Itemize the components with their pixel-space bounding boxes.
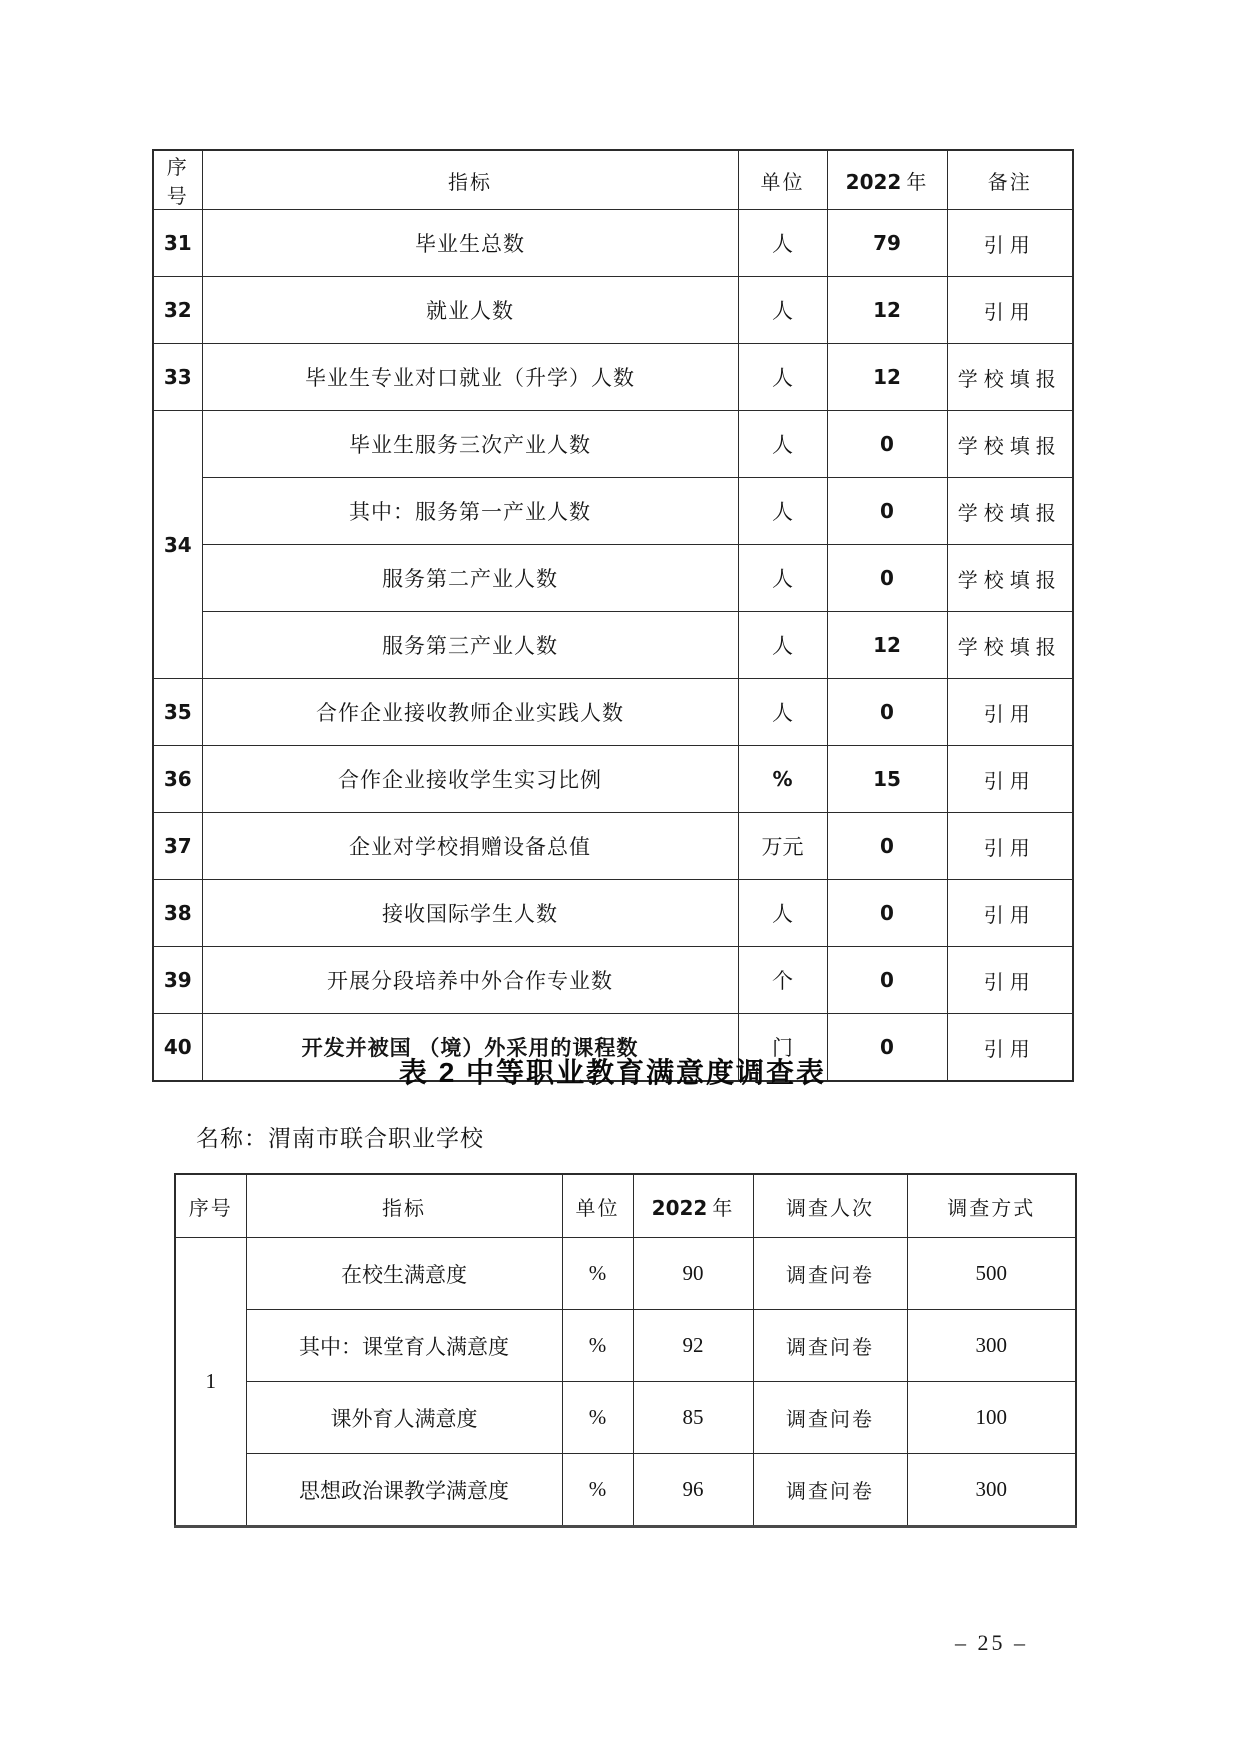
cell-note: 学校填报: [947, 411, 1073, 478]
table-row: [153, 344, 1073, 411]
cell-unit: 万元: [738, 813, 827, 880]
table-row: [153, 612, 1073, 679]
table-row: [175, 1310, 1076, 1382]
cell-survey-method: 500: [907, 1238, 1076, 1310]
cell-note: 学校填报: [947, 612, 1073, 679]
header-year-suffix: 年: [712, 1197, 735, 1220]
cell-note: 引用: [947, 813, 1073, 880]
cell-value: 0: [827, 813, 947, 880]
cell-indicator: 毕业生服务三次产业人数: [202, 411, 738, 478]
cell-indicator: 企业对学校捐赠设备总值: [202, 813, 738, 880]
table-row: [153, 210, 1073, 277]
cell-indicator: 服务第三产业人数: [202, 612, 738, 679]
cell-note: 引用: [947, 880, 1073, 947]
cell-unit: 人: [738, 344, 827, 411]
header-indicator: 指标: [246, 1174, 562, 1238]
cell-unit: 个: [738, 947, 827, 1014]
cell-value: 0: [827, 411, 947, 478]
header-year-number: 2022: [651, 1195, 708, 1220]
table-row: [153, 545, 1073, 612]
cell-value: 79: [827, 210, 947, 277]
table-row: [153, 277, 1073, 344]
header-year-number: 2022: [845, 169, 902, 194]
header-survey-count: 调查人次: [753, 1174, 907, 1238]
cell-indicator: 思想政治课教学满意度: [246, 1454, 562, 1527]
header-note: 备注: [947, 150, 1073, 210]
header-year: [827, 150, 947, 210]
cell-indicator: 毕业生总数: [202, 210, 738, 277]
cell-value: 96: [633, 1454, 753, 1527]
cell-note: 引用: [947, 210, 1073, 277]
cell-indicator: 毕业生专业对口就业（升学）人数: [202, 344, 738, 411]
cell-note: 学校填报: [947, 545, 1073, 612]
cell-value: 12: [827, 277, 947, 344]
cell-no: 36: [153, 746, 202, 813]
header-unit: 单位: [562, 1174, 633, 1238]
cell-no-group-1: 1: [175, 1238, 246, 1527]
cell-unit: %: [562, 1310, 633, 1382]
cell-unit: 人: [738, 210, 827, 277]
cell-value: 0: [827, 947, 947, 1014]
cell-note: 引用: [947, 947, 1073, 1014]
cell-value: 0: [827, 679, 947, 746]
cell-note: 学校填报: [947, 344, 1073, 411]
cell-survey-count: 调查问卷: [753, 1454, 907, 1527]
table-row: [153, 947, 1073, 1014]
cell-indicator: 就业人数: [202, 277, 738, 344]
table-header-row: [153, 150, 1073, 210]
header-survey-method: 调查方式: [907, 1174, 1076, 1238]
cell-indicator: 开展分段培养中外合作专业数: [202, 947, 738, 1014]
cell-survey-method: 300: [907, 1454, 1076, 1527]
table2-title: 表 2 中等职业教育满意度调查表: [398, 1057, 827, 1088]
cell-value: 92: [633, 1310, 753, 1382]
cell-unit: 人: [738, 612, 827, 679]
cell-survey-count: 调查问卷: [753, 1238, 907, 1310]
cell-indicator: 其中：课堂育人满意度: [246, 1310, 562, 1382]
cell-indicator: 开发并被国 （境）外采用的课程数: [202, 1014, 738, 1082]
cell-survey-method: 300: [907, 1310, 1076, 1382]
table-row: [153, 746, 1073, 813]
cell-no: 38: [153, 880, 202, 947]
cell-value: 0: [827, 478, 947, 545]
cell-indicator: 在校生满意度: [246, 1238, 562, 1310]
header-indicator: 指标: [202, 150, 738, 210]
cell-no: 32: [153, 277, 202, 344]
table-row: [175, 1382, 1076, 1454]
header-no: 序号: [153, 150, 202, 210]
cell-no: 37: [153, 813, 202, 880]
satisfaction-table: [174, 1173, 1077, 1528]
cell-unit: %: [738, 746, 827, 813]
cell-no: 35: [153, 679, 202, 746]
cell-note: 引用: [947, 277, 1073, 344]
cell-value: 12: [827, 612, 947, 679]
cell-unit: 人: [738, 478, 827, 545]
table-row: [153, 679, 1073, 746]
cell-value: 15: [827, 746, 947, 813]
school-name-label: 名称：渭南市联合职业学校: [196, 1126, 484, 1151]
table-row: [153, 880, 1073, 947]
table-row: [153, 813, 1073, 880]
table-row: [153, 478, 1073, 545]
cell-unit: 门: [738, 1014, 827, 1082]
cell-value: 90: [633, 1238, 753, 1310]
cell-note: 引用: [947, 679, 1073, 746]
cell-unit: %: [562, 1382, 633, 1454]
cell-survey-method: 100: [907, 1382, 1076, 1454]
cell-unit: 人: [738, 880, 827, 947]
cell-no: 33: [153, 344, 202, 411]
cell-indicator: 课外育人满意度: [246, 1382, 562, 1454]
table-row: [153, 411, 1073, 478]
cell-unit: 人: [738, 411, 827, 478]
cell-no: 31: [153, 210, 202, 277]
header-no: 序号: [175, 1174, 246, 1238]
cell-indicator: 合作企业接收学生实习比例: [202, 746, 738, 813]
indicator-table: [152, 149, 1074, 1082]
header-year-suffix: 年: [906, 171, 929, 194]
cell-unit: %: [562, 1238, 633, 1310]
cell-survey-count: 调查问卷: [753, 1382, 907, 1454]
cell-note: 学校填报: [947, 478, 1073, 545]
header-year: [633, 1174, 753, 1238]
cell-note: 引用: [947, 1014, 1073, 1082]
cell-value: 85: [633, 1382, 753, 1454]
cell-indicator: 服务第二产业人数: [202, 545, 738, 612]
cell-note: 引用: [947, 746, 1073, 813]
cell-survey-count: 调查问卷: [753, 1310, 907, 1382]
page-number: – 25 –: [955, 1630, 1028, 1655]
cell-value: 12: [827, 344, 947, 411]
cell-unit: 人: [738, 277, 827, 344]
table-row: [175, 1238, 1076, 1310]
cell-unit: 人: [738, 545, 827, 612]
table-row: [175, 1454, 1076, 1527]
cell-no: 40: [153, 1014, 202, 1082]
header-unit: 单位: [738, 150, 827, 210]
cell-unit: 人: [738, 679, 827, 746]
cell-no: 39: [153, 947, 202, 1014]
cell-indicator: 其中：服务第一产业人数: [202, 478, 738, 545]
cell-unit: %: [562, 1454, 633, 1527]
cell-indicator: 接收国际学生人数: [202, 880, 738, 947]
cell-no-group-34: 34: [153, 411, 202, 679]
cell-value: 0: [827, 1014, 947, 1082]
cell-indicator: 合作企业接收教师企业实践人数: [202, 679, 738, 746]
cell-value: 0: [827, 880, 947, 947]
table-header-row: [175, 1174, 1076, 1238]
cell-value: 0: [827, 545, 947, 612]
